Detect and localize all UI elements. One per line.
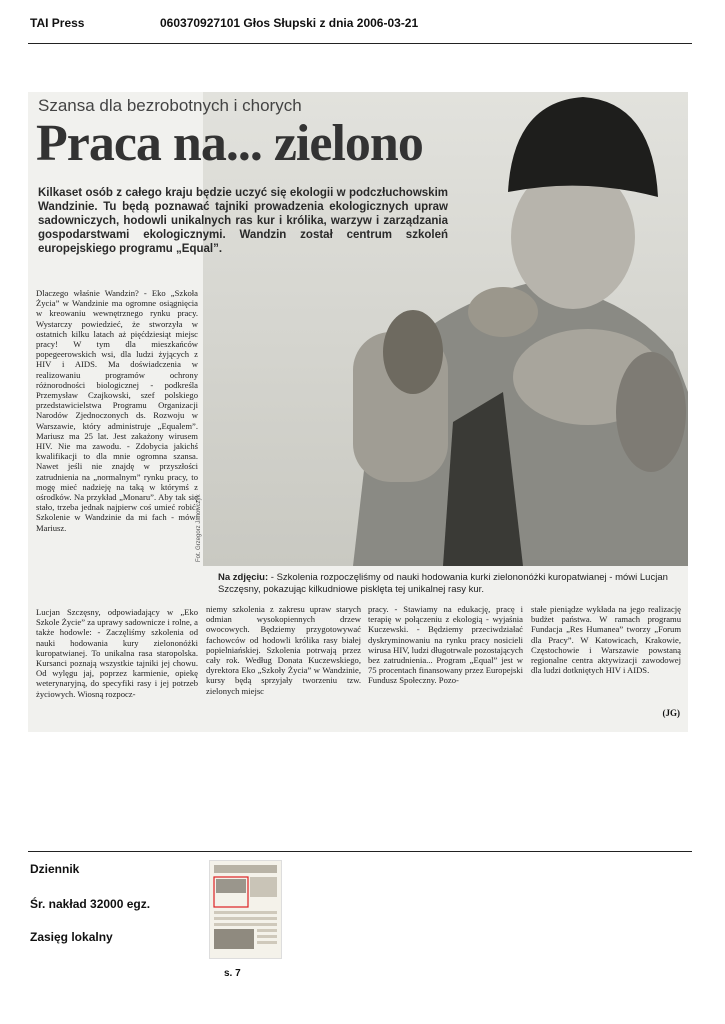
caption-label: Na zdjęciu: xyxy=(218,572,269,583)
source-line: 060370927101 Głos Słupski z dnia 2006-03-21 xyxy=(160,16,419,30)
publication-type: Dziennik xyxy=(30,862,80,876)
photo-caption xyxy=(218,572,678,596)
article-column-3: niemy szkolenia z zakresu upraw starych odmian wysokopiennych drzew owocowych. Będziemy przygotowywać fachowców od hodowli królika rasy białej popielniańskiej. Szkolenia potrwają przez cały rok. Według Donata Kuczewskiego, dyrektora Eko „Szkoły Życia” w Wandzinie, kursy będą sprzyjały tworzeniu tzw. zielonych miejsc xyxy=(206,604,361,696)
author-signature: (JG) xyxy=(662,708,680,718)
bottom-divider xyxy=(28,851,692,852)
agency-name: TAI Press xyxy=(30,16,85,30)
article-column-4: pracy. - Stawiamy na edukację, pracę i terapię w połączeniu z ekologią - wyjaśnia Kuczewski. - Będziemy przeciwdziałać dyskryminowaniu na rynku pracy nosicieli wirusa HIV, ludzi długotrwale pozostających bez zatrudnienia... Program „Equal” jest w 75 procentach finansowany przez Europejski Fundusz Społeczny. Pozo- xyxy=(368,604,523,686)
article-column-5: stałe pieniądze wykłada na jego realizację budżet państwa. W ramach programu Fundacja „Res Humanea” tworzy „Forum dla Pracy”. W Katowicach, Krakowie, Częstochowie i Warszawie powstaną regionalne centra aktywizacji zawodowej dla ludzi dotkniętych HIV i AIDS. xyxy=(531,604,681,676)
article-kicker: Szansa dla bezrobotnych i chorych xyxy=(38,96,302,115)
page-thumbnail xyxy=(209,860,282,959)
article-column-1: Dlaczego właśnie Wandzin? - Eko „Szkoła Życia” w Wandzinie ma ogromne osiągnięcia w kreowaniu wewnętrznego rynku pracy. Wystarczy powiedzieć, że stworzyła w ostatnich kilku latach aż pięćdziesiąt miejsc pracy! W tym dla mieszkańców popegeerowskich wsi, dla ludzi żyjących z HIV i AIDS. Ma doświadczenia w realizowaniu programów ochrony różnorodności biologicznej - podkreśla Przemysław Czajkowski, szef polskiego przedstawicielstwa Programu Organizacji Narodów Zjednoczonych ds. Rozwoju w Warszawie, który administruje „Equalem”. Mariusz ma 25 lat. Jest zakażony wirusem HIV. Nie ma zawodu. - Zdobycia jakichś kwalifikacji to dla mnie ogromna szansa. Nawet jeśli nie znajdę w przyszłości zatrudnienia na „normalnym” rynku pracy, to mogę mieć nadzieję na taką w którymś z ośrodków. Na przykład „Monaru”. Aby tak się stało, trzeba jednak najpierw coś umieć robić. Szkolenie w Wandzinie da mi fach - mówi Mariusz. xyxy=(36,288,198,533)
reach: Zasięg lokalny xyxy=(30,930,113,944)
page-number: s. 7 xyxy=(224,968,241,979)
top-divider xyxy=(28,43,692,44)
article-clipping xyxy=(28,92,688,732)
caption-text: - Szkolenia rozpoczęliśmy od nauki hodowania kurki zielononóżki kuropatwianej - mówi Lucjan Szczęsny, pokazując kilkudniowe pisklęta tej unikalnej rasy kur. xyxy=(218,572,668,595)
circulation: Śr. nakład 32000 egz. xyxy=(30,897,151,911)
article-column-2: Lucjan Szczęsny, odpowiadający w „Eko Szkole Życie” za uprawy sadownicze i rolne, a także hodowle: - Zaczęliśmy szkolenia od nauki hodowania kury zielononóżki kuropatwianej. To unikalna rasa staropolska. Kursanci poznają wszystkie tajniki jej chowu. Od wylęgu jaj, poprzez karmienie, opiekę weterynaryjną, do specyfiki rasy i jej potrzeb życiowych. Wiosną rozpocz- xyxy=(36,607,198,699)
article-headline: Praca na... zielono xyxy=(36,115,423,172)
photo-credit: Fot. Grzegorz Janowczyk xyxy=(196,494,202,562)
article-lead: Kilkaset osób z całego kraju będzie uczyć się ekologii w podczłuchowskim Wandzinie. Tu będą poznawać tajniki prowadzenia ekologicznych upraw sadowniczych, hodowli unikalnych ras kur i królika, warzyw i zarządzania gospodarstwami ekologicznymi. Wandzin został centrum szkoleń europejskiego programu „Equal”. xyxy=(38,187,448,255)
